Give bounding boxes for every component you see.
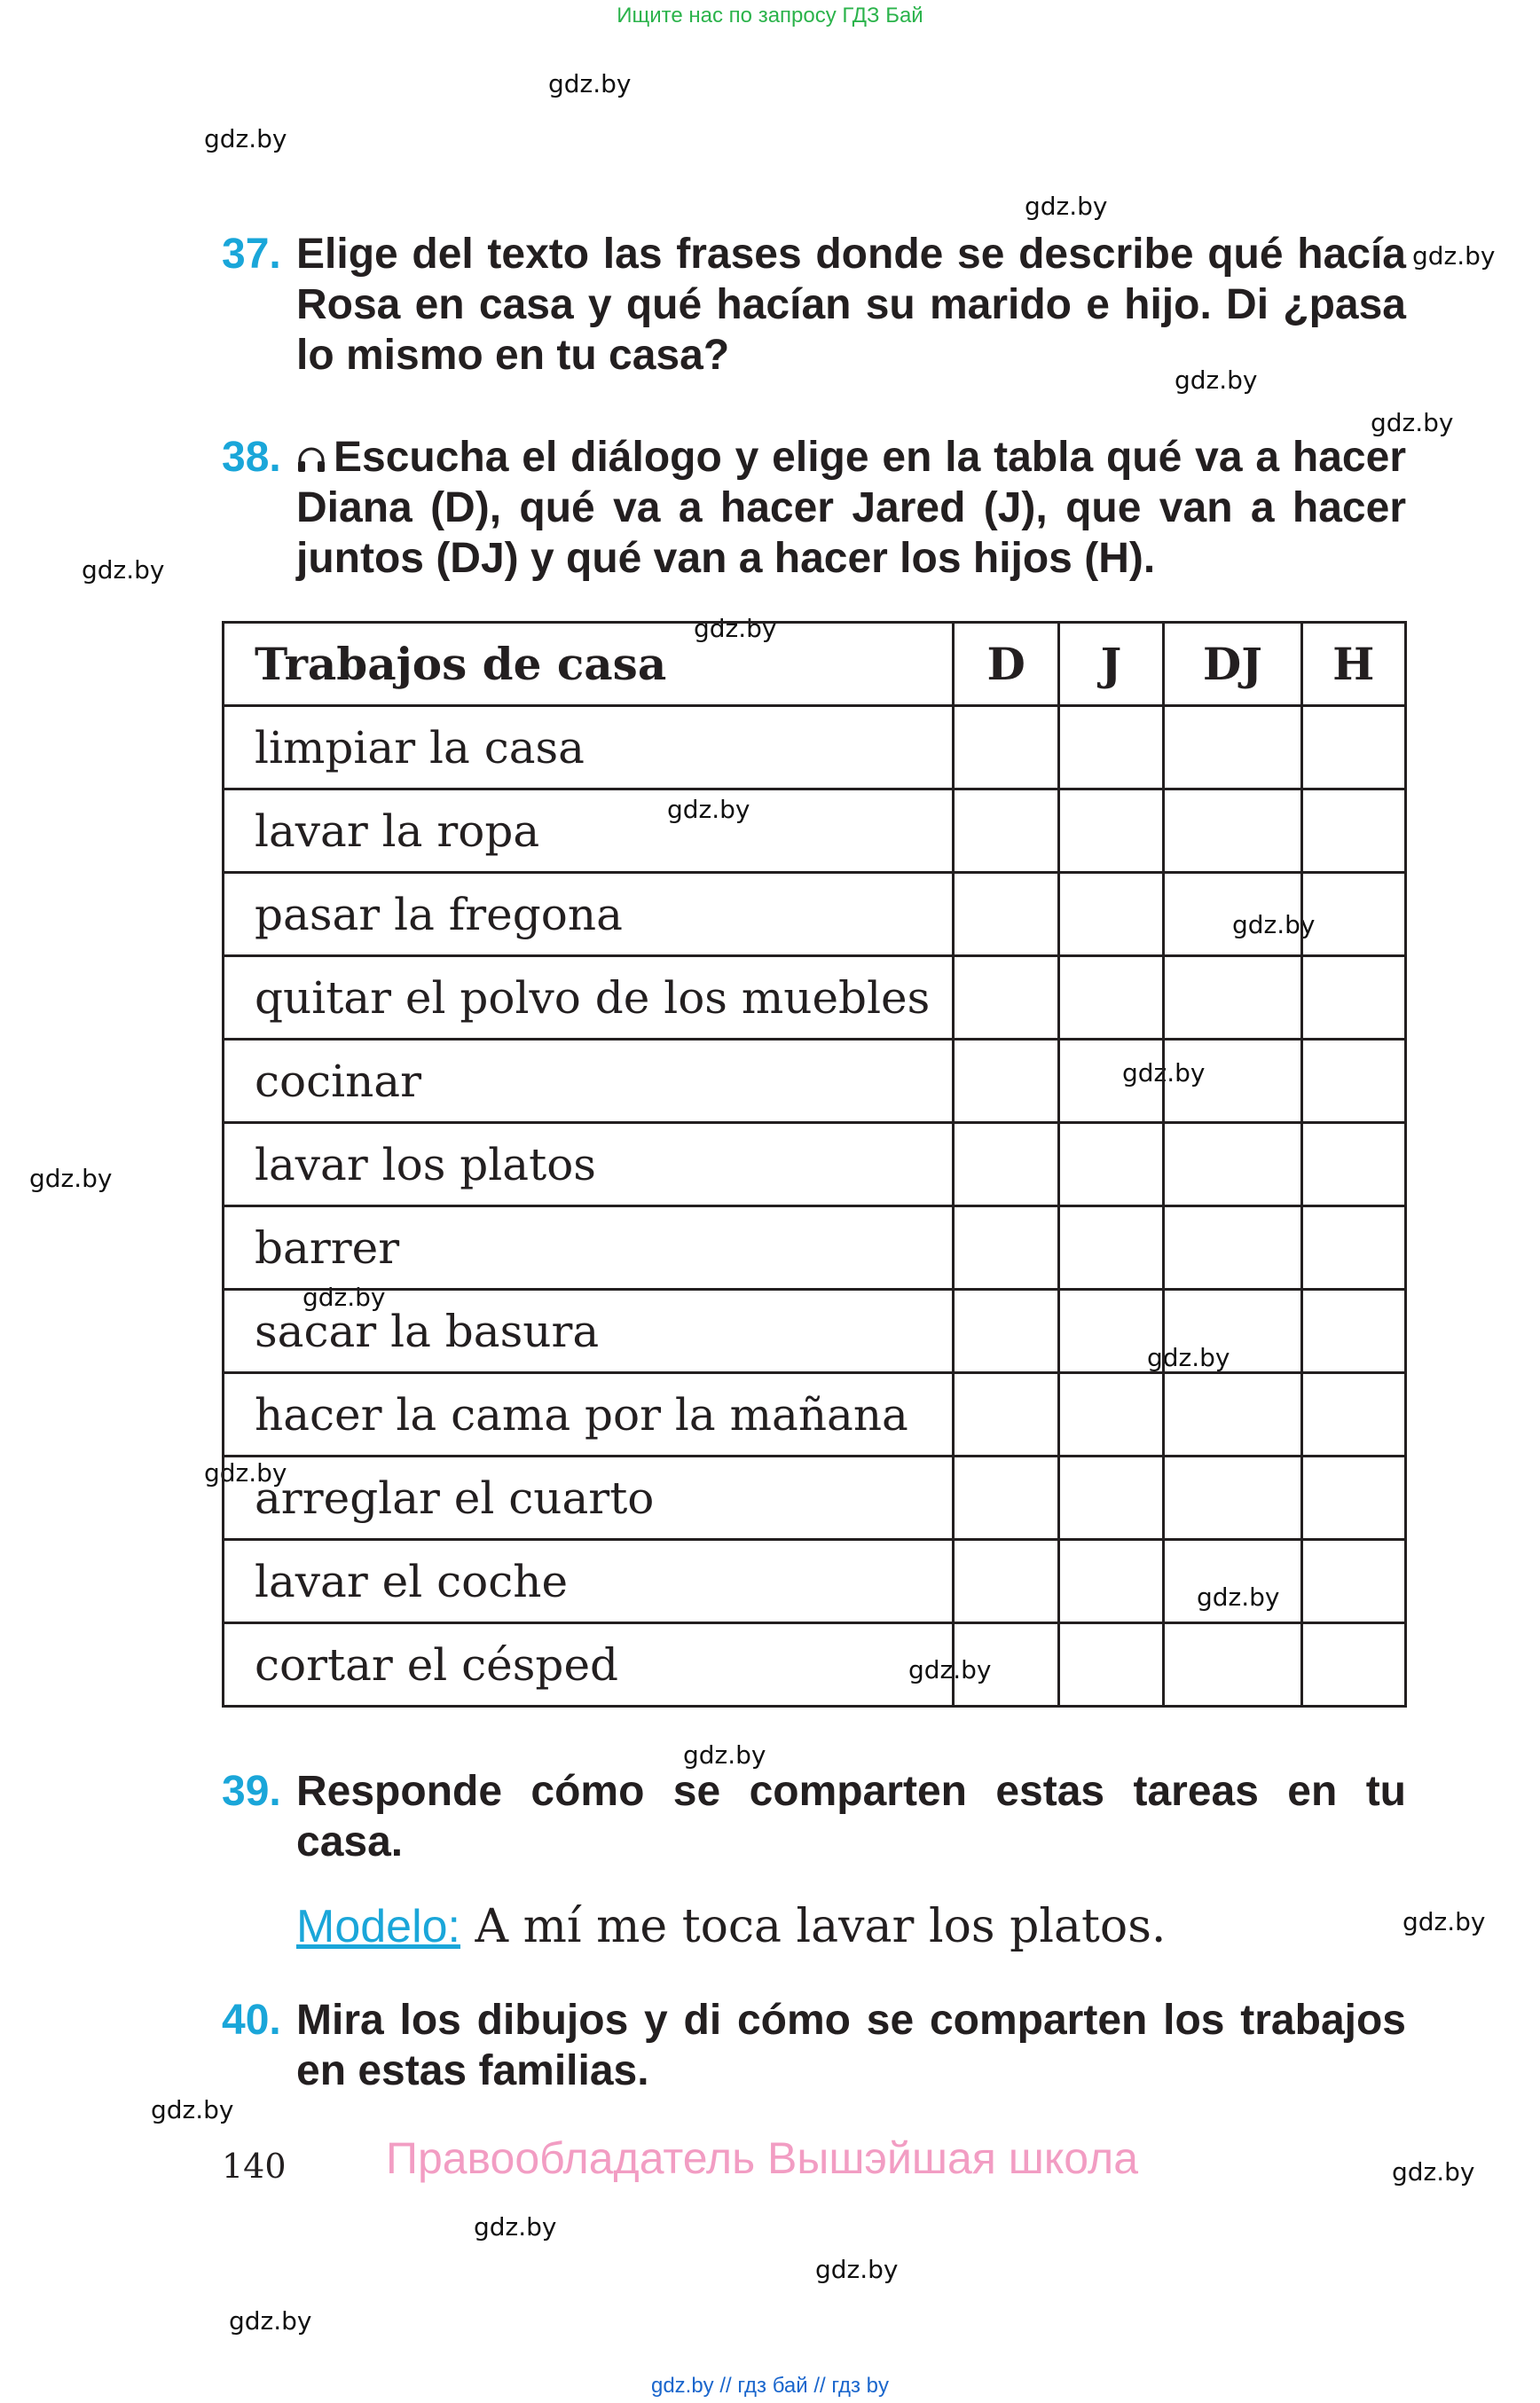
- bottom-links[interactable]: gdz.by // гдз бай // гдз by: [650, 2374, 890, 2398]
- table-row: [224, 789, 1406, 873]
- mark-cell[interactable]: [1164, 956, 1301, 1040]
- mark-cell[interactable]: [1301, 1457, 1405, 1540]
- task-cell: lavar el coche: [224, 1540, 954, 1623]
- watermark: gdz.by: [302, 1283, 386, 1312]
- watermark: gdz.by: [1025, 192, 1108, 221]
- header-d: D: [954, 623, 1058, 706]
- watermark: gdz.by: [1402, 1907, 1486, 1936]
- mark-cell[interactable]: [1301, 789, 1405, 873]
- mark-cell[interactable]: [1164, 1373, 1301, 1457]
- task-cell: cocinar: [224, 1040, 954, 1123]
- mark-cell[interactable]: [1301, 1123, 1405, 1206]
- watermark: gdz.by: [204, 1458, 287, 1488]
- model-label: Modelo:: [296, 1901, 460, 1952]
- mark-cell[interactable]: [954, 1457, 1058, 1540]
- mark-cell[interactable]: [1301, 1206, 1405, 1290]
- mark-cell[interactable]: [1164, 1540, 1301, 1623]
- mark-cell[interactable]: [954, 956, 1058, 1040]
- table-row: [224, 1206, 1406, 1290]
- mark-cell[interactable]: [1164, 1457, 1301, 1540]
- mark-cell[interactable]: [954, 1623, 1058, 1707]
- model-example: [296, 1900, 1166, 1953]
- table-row: [224, 706, 1406, 789]
- watermark: gdz.by: [1232, 910, 1316, 939]
- top-banner[interactable]: Ищите нас по запросу ГДЗ Бай: [617, 4, 923, 27]
- task-cell: cortar el césped: [224, 1623, 954, 1707]
- watermark: gdz.by: [1197, 1582, 1280, 1612]
- exercise-40: [222, 1995, 1406, 2096]
- watermark: gdz.by: [29, 1164, 113, 1193]
- watermark: gdz.by: [667, 795, 750, 824]
- watermark: gdz.by: [815, 2255, 899, 2284]
- mark-cell[interactable]: [1164, 1623, 1301, 1707]
- table-row: [224, 873, 1406, 956]
- watermark: gdz.by: [151, 2095, 234, 2124]
- watermark: gdz.by: [229, 2306, 312, 2336]
- watermark: gdz.by: [1392, 2157, 1475, 2187]
- mark-cell[interactable]: [1301, 1623, 1405, 1707]
- task-cell: quitar el polvo de los muebles: [224, 956, 954, 1040]
- mark-cell[interactable]: [1058, 1457, 1163, 1540]
- exercise-number: 40.: [222, 1997, 281, 2044]
- task-cell: lavar la ropa: [224, 789, 954, 873]
- mark-cell[interactable]: [1058, 1290, 1163, 1373]
- table-row: [224, 956, 1406, 1040]
- mark-cell[interactable]: [954, 706, 1058, 789]
- table-row: [224, 1373, 1406, 1457]
- table-row: [224, 1123, 1406, 1206]
- mark-cell[interactable]: [1301, 1040, 1405, 1123]
- watermark: gdz.by: [908, 1655, 992, 1684]
- watermark: gdz.by: [1175, 365, 1258, 395]
- mark-cell[interactable]: [1058, 1540, 1163, 1623]
- header-j: J: [1058, 623, 1163, 706]
- exercise-38: [222, 432, 1406, 584]
- mark-cell[interactable]: [954, 1123, 1058, 1206]
- task-cell: hacer la cama por la mañana: [224, 1373, 954, 1457]
- watermark: gdz.by: [204, 124, 287, 153]
- exercise-37: [222, 229, 1406, 381]
- mark-cell[interactable]: [954, 1040, 1058, 1123]
- mark-cell[interactable]: [1058, 706, 1163, 789]
- mark-cell[interactable]: [1301, 873, 1405, 956]
- exercise-text: Elige del texto las frases donde se describe qué hacía Rosa en casa y qué hacían su marido e hijo. Di ¿pasa lo mismo en tu casa?: [296, 231, 1406, 379]
- mark-cell[interactable]: [1301, 1540, 1405, 1623]
- mark-cell[interactable]: [1301, 1373, 1405, 1457]
- watermark: gdz.by: [1412, 241, 1496, 271]
- watermark: gdz.by: [694, 614, 777, 643]
- mark-cell[interactable]: [1301, 1290, 1405, 1373]
- copyright-notice: Правообладатель Вышэйшая школа: [386, 2133, 1138, 2183]
- task-cell: arreglar el cuarto: [224, 1457, 954, 1540]
- watermark: gdz.by: [82, 555, 165, 585]
- mark-cell[interactable]: [1058, 1373, 1163, 1457]
- header-task: Trabajos de casa: [224, 623, 954, 706]
- exercise-39: [222, 1766, 1406, 1867]
- page-number: 140: [222, 2147, 287, 2186]
- task-cell: limpiar la casa: [224, 706, 954, 789]
- mark-cell[interactable]: [954, 1290, 1058, 1373]
- mark-cell[interactable]: [954, 789, 1058, 873]
- header-h: H: [1301, 623, 1405, 706]
- table-row: [224, 1040, 1406, 1123]
- mark-cell[interactable]: [1058, 1206, 1163, 1290]
- mark-cell[interactable]: [1058, 1123, 1163, 1206]
- task-cell: sacar la basura: [224, 1290, 954, 1373]
- mark-cell[interactable]: [1164, 1040, 1301, 1123]
- mark-cell[interactable]: [954, 873, 1058, 956]
- watermark: gdz.by: [1147, 1343, 1230, 1372]
- exercise-text: Responde cómo se comparten estas tareas en tu casa.: [296, 1768, 1406, 1865]
- exercise-text-wrap: [296, 432, 1406, 584]
- mark-cell[interactable]: [1164, 706, 1301, 789]
- mark-cell[interactable]: [1058, 789, 1163, 873]
- headphones-icon: [296, 446, 326, 473]
- watermark: gdz.by: [474, 2212, 557, 2242]
- exercise-number: 37.: [222, 231, 281, 278]
- watermark: gdz.by: [1371, 408, 1454, 437]
- mark-cell[interactable]: [1164, 1290, 1301, 1373]
- exercise-number: 39.: [222, 1768, 281, 1815]
- model-text: A mí me toca lavar los platos.: [460, 1900, 1167, 1953]
- watermark: gdz.by: [1122, 1058, 1206, 1088]
- exercise-number: 38.: [222, 434, 281, 481]
- watermark: gdz.by: [683, 1740, 766, 1770]
- mark-cell[interactable]: [954, 1540, 1058, 1623]
- exercise-text: Escucha el diálogo y elige en la tabla qué va a hacer Diana (D), qué va a hacer Jared (J), que van a hacer juntos (DJ) y qué van a hacer los hijos (H).: [296, 434, 1406, 582]
- mark-cell[interactable]: [1058, 1040, 1163, 1123]
- table-row: [224, 1457, 1406, 1540]
- watermark: gdz.by: [548, 69, 632, 98]
- table-row: [224, 1540, 1406, 1623]
- task-cell: lavar los platos: [224, 1123, 954, 1206]
- table-row: [224, 1623, 1406, 1707]
- household-tasks-table: [222, 621, 1407, 1708]
- mark-cell[interactable]: [1058, 956, 1163, 1040]
- mark-cell[interactable]: [1058, 1623, 1163, 1707]
- mark-cell[interactable]: [1058, 873, 1163, 956]
- table-header-row: [224, 623, 1406, 706]
- mark-cell[interactable]: [1164, 789, 1301, 873]
- table-row: [224, 1290, 1406, 1373]
- task-cell: barrer: [224, 1206, 954, 1290]
- mark-cell[interactable]: [1301, 706, 1405, 789]
- header-dj: DJ: [1164, 623, 1301, 706]
- task-cell: pasar la fregona: [224, 873, 954, 956]
- mark-cell[interactable]: [1164, 1123, 1301, 1206]
- mark-cell[interactable]: [954, 1373, 1058, 1457]
- mark-cell[interactable]: [1301, 956, 1405, 1040]
- mark-cell[interactable]: [1164, 873, 1301, 956]
- mark-cell[interactable]: [1164, 1206, 1301, 1290]
- exercise-text: Mira los dibujos y di cómo se comparten los trabajos en estas familias.: [296, 1997, 1406, 2094]
- mark-cell[interactable]: [954, 1206, 1058, 1290]
